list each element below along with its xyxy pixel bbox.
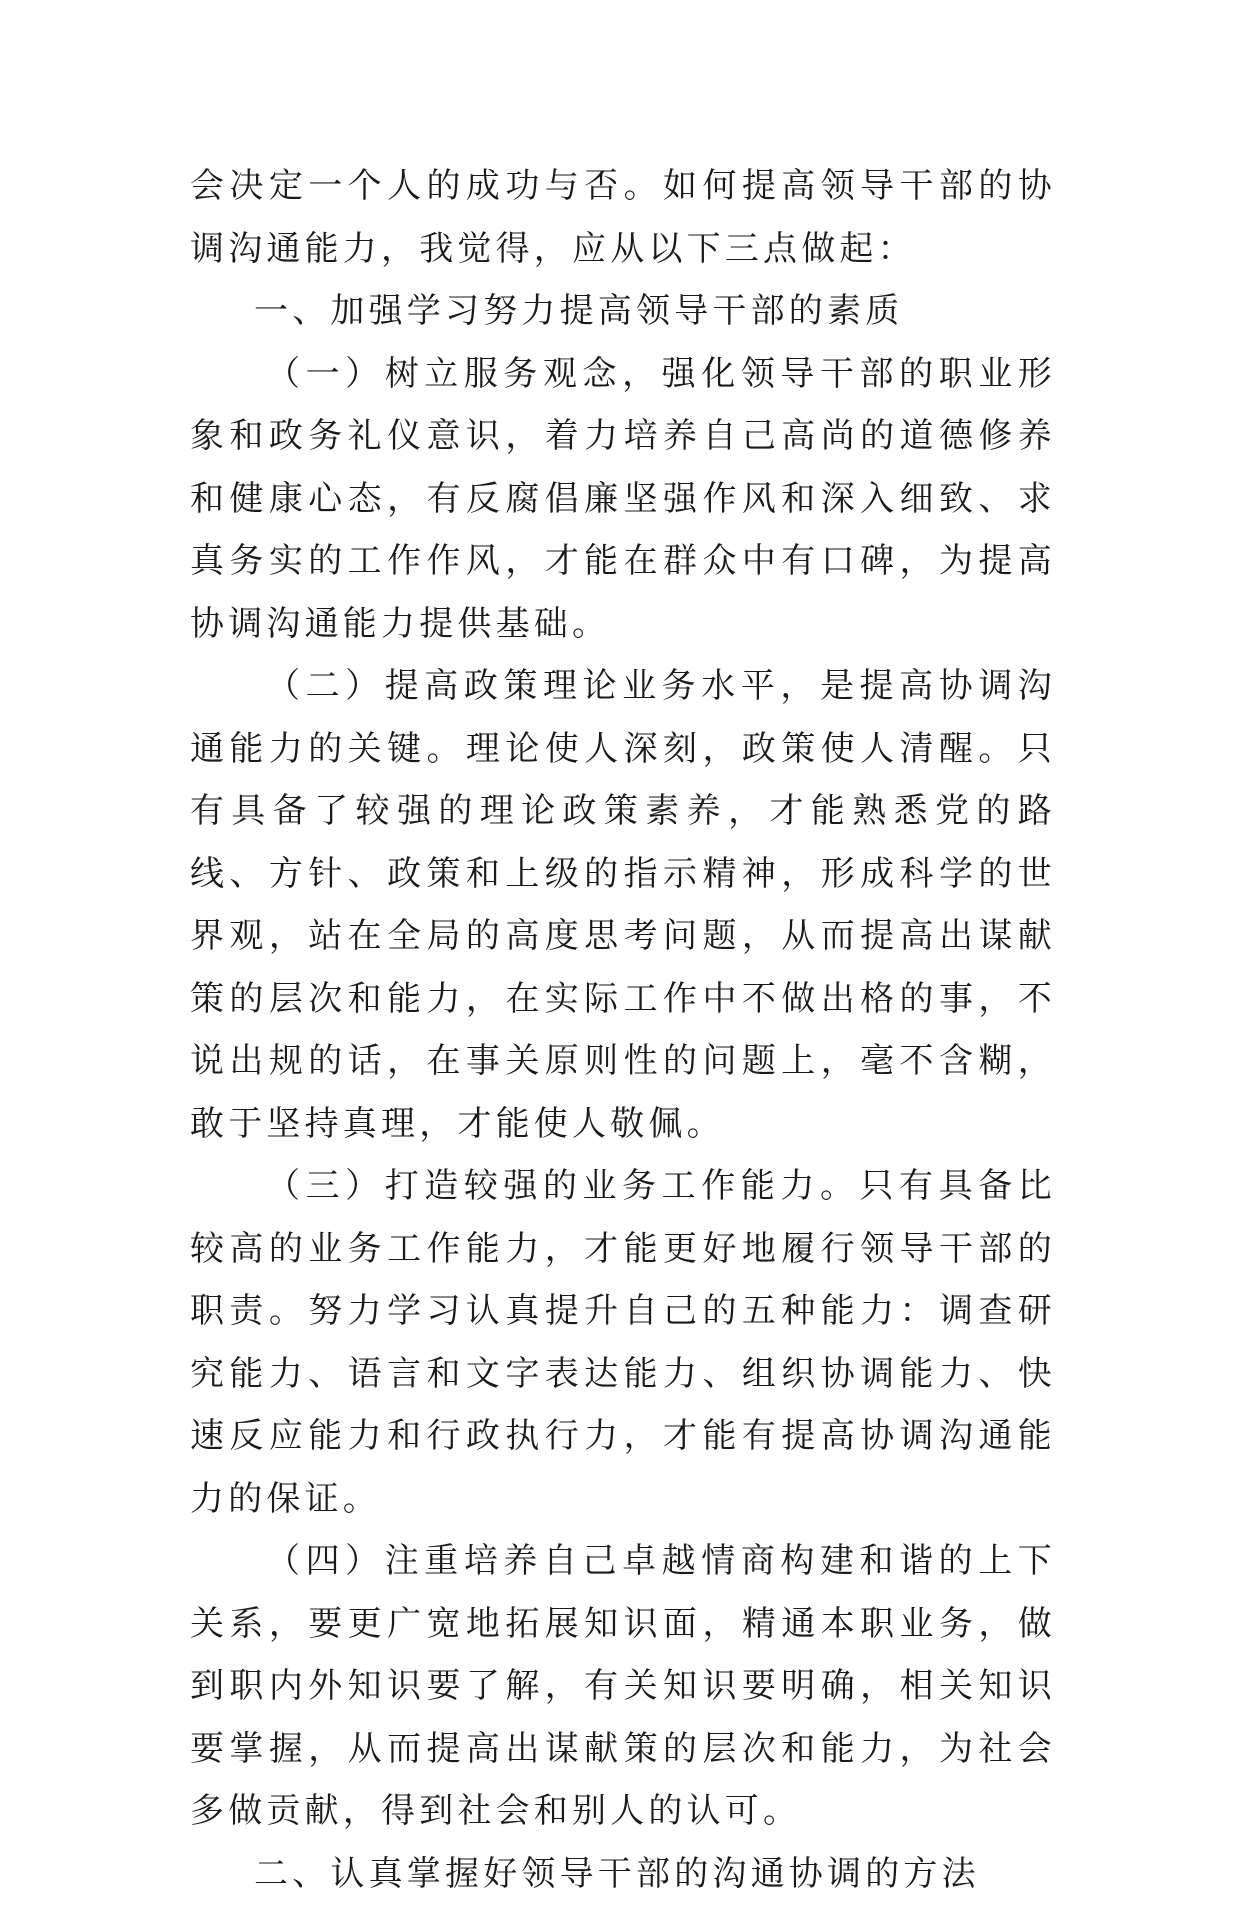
paragraph-item-3: （三）打造较强的业务工作能力。只有具备比较高的业务工作能力，才能更好地履行领导干部的职责。努力学习认真提升自己的五种能力：调查研究能力、语言和文字表达能力、组织协调能力、快速反应能力和行政执行力，才能有提高协调沟通能力的保证。 — [190, 1155, 1056, 1530]
paragraph-item-4: （四）注重培养自己卓越情商构建和谐的上下关系，要更广宽地拓展知识面，精通本职业务，做到职内外知识要了解，有关知识要明确，相关知识要掌握，从而提高出谋献策的层次和能力，为社会多做贡献，得到社会和别人的认可。 — [190, 1530, 1056, 1843]
section-heading-1: 一、加强学习努力提高领导干部的素质 — [190, 280, 1056, 343]
paragraph-item-2: （二）提高政策理论业务水平，是提高协调沟通能力的关键。理论使人深刻，政策使人清醒。只有具备了较强的理论政策素养，才能熟悉党的路线、方针、政策和上级的指示精神，形成科学的世界观，站在全局的高度思考问题，从而提高出谋献策的层次和能力，在实际工作中不做出格的事，不说出规的话，在事关原则性的问题上，毫不含糊，敢于坚持真理，才能使人敬佩。 — [190, 655, 1056, 1155]
paragraph-continuation: 会决定一个人的成功与否。如何提高领导干部的协调沟通能力，我觉得，应从以下三点做起： — [190, 155, 1056, 280]
document-body — [190, 155, 1056, 1905]
section-heading-2: 二、认真掌握好领导干部的沟通协调的方法 — [190, 1843, 1056, 1905]
paragraph-item-1: （一）树立服务观念，强化领导干部的职业形象和政务礼仪意识，着力培养自己高尚的道德修养和健康心态，有反腐倡廉坚强作风和深入细致、求真务实的工作作风，才能在群众中有口碑，为提高协调沟通能力提供基础。 — [190, 343, 1056, 656]
